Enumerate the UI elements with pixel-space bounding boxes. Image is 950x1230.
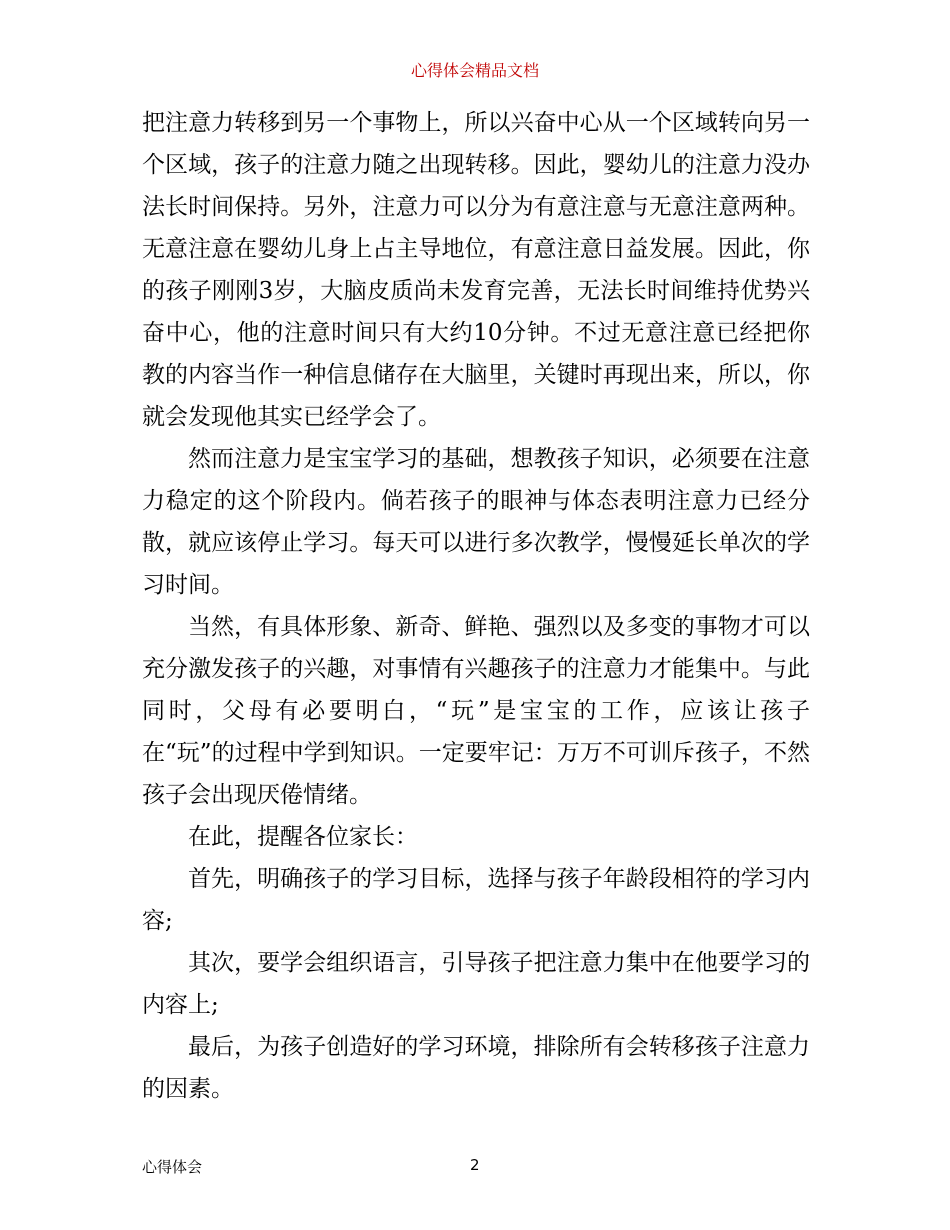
paragraph-4: 在此，提醒各位家长： — [188, 824, 418, 850]
paragraph-2: 然而注意力是宝宝学习的基础，想教孩子知识，必须要在注意力稳定的这个阶段内。倘若孩子的眼神与体态表明注意力已经分散，就应该停止学习。每天可以进行多次教学，慢慢延长单次的学习时间。 — [142, 446, 810, 598]
paragraph-6: 其次，要学会组织语言，引导孩子把注意力集中在他要学习的内容上; — [142, 950, 810, 1018]
document-body — [142, 102, 810, 1110]
page-header-title: 心得体会精品文档 — [410, 61, 539, 80]
paragraph-5: 首先，明确孩子的学习目标，选择与孩子年龄段相符的学习内容; — [142, 866, 810, 934]
paragraph-3: 当然，有具体形象、新奇、鲜艳、强烈以及多变的事物才可以充分激发孩子的兴趣，对事情有兴趣孩子的注意力才能集中。与此同时，父母有必要明白，“玩”是宝宝的工作，应该让孩子在“玩”的过程中学到知识。一定要牢记：万万不可训斥孩子，不然孩子会出现厌倦情绪。 — [142, 614, 810, 808]
paragraph-1: 把注意力转移到另一个事物上，所以兴奋中心从一个区域转向另一个区域，孩子的注意力随之出现转移。因此，婴幼儿的注意力没办法长时间保持。另外，注意力可以分为有意注意与无意注意两种。无意注意在婴幼儿身上占主导地位，有意注意日益发展。因此，你的孩子刚刚3岁，大脑皮质尚未发育完善，无法长时间维持优势兴奋中心，他的注意时间只有大约10分钟。不过无意注意已经把你教的内容当作一种信息储存在大脑里，关键时再现出来，所以，你就会发现他其实已经学会了。 — [142, 110, 810, 430]
paragraph-7: 最后，为孩子创造好的学习环境，排除所有会转移孩子注意力的因素。 — [142, 1034, 810, 1102]
footer-label: 心得体会 — [142, 1158, 203, 1176]
page-footer — [142, 1156, 810, 1176]
page-number: 2 — [470, 1156, 480, 1174]
